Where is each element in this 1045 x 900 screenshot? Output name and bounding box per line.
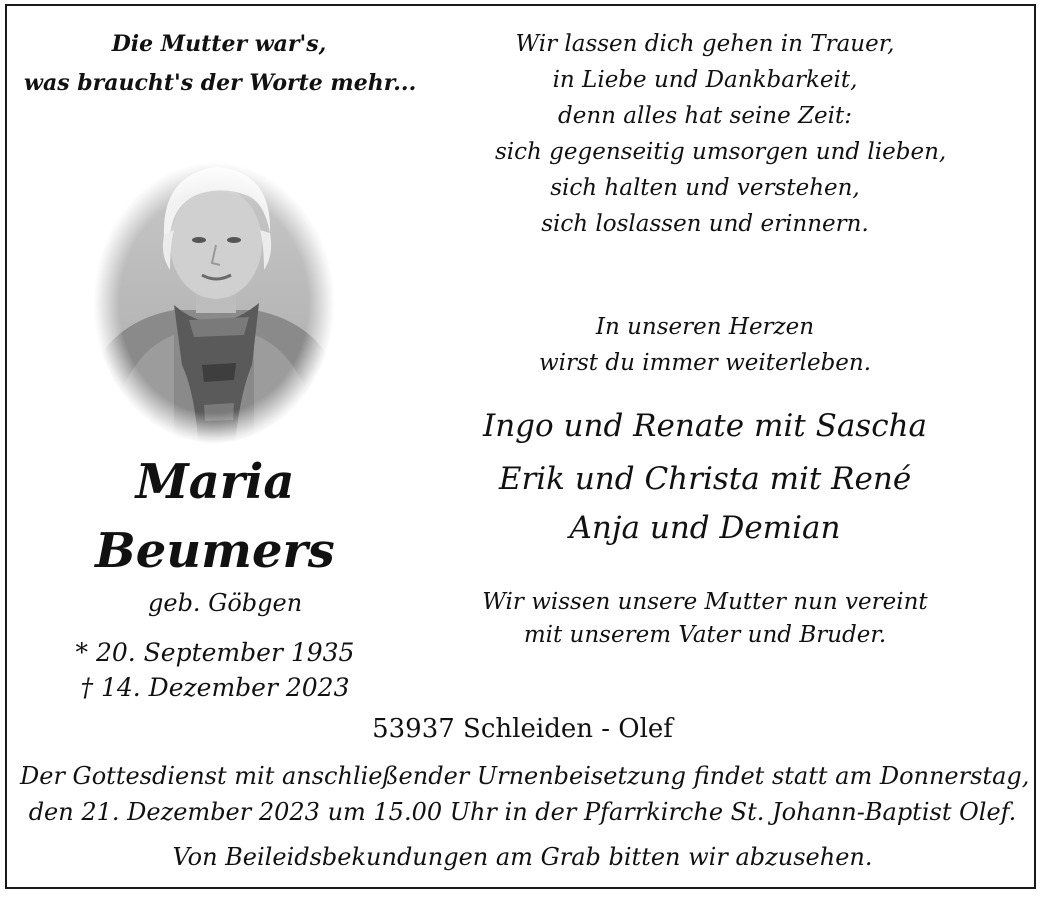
motto-line-1: Die Mutter war's, (111, 31, 327, 57)
reunion-line-1: Wir wissen unsere Mutter nun vereint (482, 589, 928, 615)
poem-line-1: Wir lassen dich gehen in Trauer, (515, 31, 895, 57)
service-line-3: Von Beileidsbekundungen am Grab bitten wir abzusehen. (172, 843, 873, 871)
service-line-1: Der Gottesdienst mit anschließender Urnenbeisetzung findet statt am Donnerstag, (20, 762, 1030, 790)
family-line-2: Erik und Christa mit René (498, 461, 912, 497)
family-line-3: Anja und Demian (569, 510, 841, 546)
last-name: Beumers (95, 523, 335, 579)
poem-line-4: sich gegenseitig umsorgen und lieben, (495, 139, 947, 165)
reunion-line-2: mit unserem Vater und Bruder. (523, 622, 887, 648)
portrait-icon (24, 105, 414, 510)
heart-line-2: wirst du immer weiterleben. (538, 350, 872, 376)
birth-date: * 20. September 1935 (75, 638, 355, 667)
location: 53937 Schleiden - Olef (372, 714, 673, 744)
service-line-2: den 21. Dezember 2023 um 15.00 Uhr in der Pfarrkirche St. Johann-Baptist Olef. (28, 798, 1017, 826)
portrait-photo (24, 105, 414, 510)
family-line-1: Ingo und Renate mit Sascha (482, 408, 928, 444)
poem-line-2: in Liebe und Dankbarkeit, (552, 67, 858, 93)
heart-line-1: In unseren Herzen (595, 314, 815, 340)
poem-line-6: sich loslassen und erinnern. (541, 211, 869, 237)
maiden-name: geb. Göbgen (148, 589, 303, 617)
poem-line-3: denn alles hat seine Zeit: (558, 103, 852, 129)
first-name: Maria (135, 454, 295, 510)
poem-line-5: sich halten und verstehen, (550, 175, 860, 201)
motto-line-2: was braucht's der Worte mehr... (24, 70, 417, 96)
death-date: † 14. Dezember 2023 (80, 673, 350, 702)
